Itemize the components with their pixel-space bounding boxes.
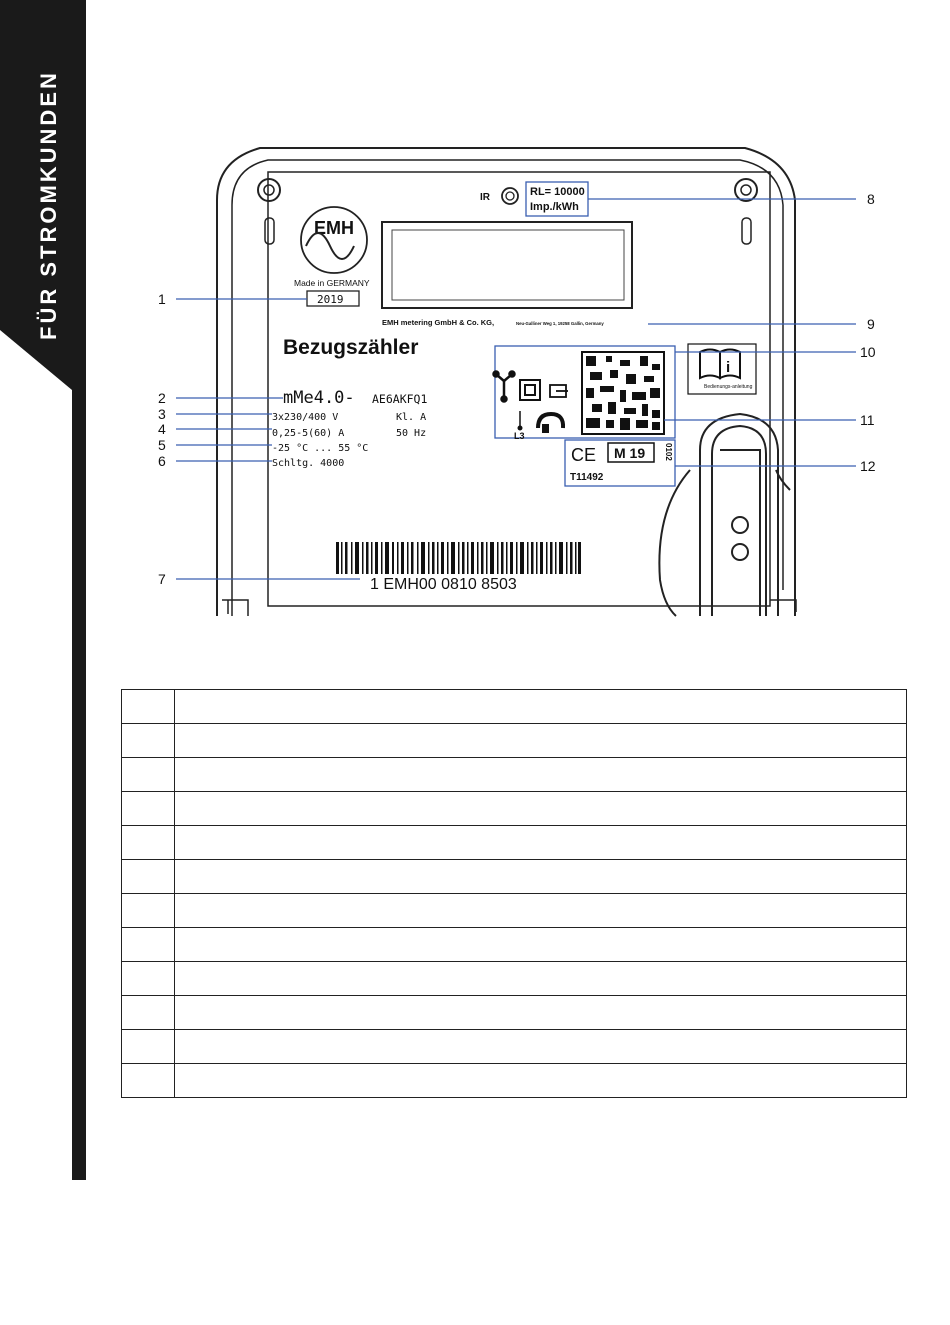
ir-label: IR [480,192,490,203]
legend-description-cell [175,758,907,792]
current: 0,25-5(60) A [272,428,345,439]
legend-row [122,996,907,1030]
callout-lines [176,199,856,579]
legend-number-cell [122,860,175,894]
right-clip [770,600,796,612]
legend-description-cell [175,894,907,928]
barcode [336,542,581,574]
metrology-mark: M 19 [614,445,646,461]
callout-2: 2 [158,390,166,406]
svg-text:EMH: EMH [314,218,354,238]
legend-description-cell [175,996,907,1030]
three-phase-icon [494,372,515,402]
qr-code-icon [582,352,664,434]
latch-screw-top-icon [732,517,748,533]
svg-text:i: i [726,359,731,376]
temperature: -25 °C ... 55 °C [272,443,369,454]
legend-number-cell [122,928,175,962]
left-clip [222,600,248,616]
legend-number-cell [122,1064,175,1098]
callout-5: 5 [158,437,166,453]
serial-number: 1 EMH00 0810 8503 [370,576,517,593]
legend-description-cell [175,962,907,996]
pulse-rate-line1: RL= 10000 [530,186,585,198]
legend-number-cell [122,1030,175,1064]
model-suffix: AE6AKFQ1 [372,392,428,406]
frequency: 50 Hz [396,428,427,439]
ce-mark: CE [571,445,597,465]
legend-number-cell [122,996,175,1030]
lcd-display [382,222,632,308]
legend-row [122,690,907,724]
callout-3: 3 [158,406,166,422]
accuracy-class: Kl. A [396,412,427,423]
switching: Schltg. 4000 [272,458,345,469]
legend-row [122,894,907,928]
double-insulation-icon [520,380,540,400]
legend-row [122,860,907,894]
legend-number-cell [122,758,175,792]
ir-port-icon [502,188,518,204]
manual-icon-label: Bedienungs-anleitung [704,384,753,390]
slot-left [265,218,274,244]
legend-row [122,826,907,860]
legend-row [122,758,907,792]
legend-description-cell [175,1064,907,1098]
callout-10: 10 [860,344,876,360]
legend-number-cell [122,792,175,826]
legend-description-cell [175,860,907,894]
legend-row [122,1064,907,1098]
callout-numbers [158,191,876,587]
legend-number-cell [122,826,175,860]
legend-row [122,792,907,826]
screw-top-right-icon [735,179,757,201]
emh-logo-icon [301,207,367,273]
side-label: FÜR STROMKUNDEN [36,70,61,340]
legend-number-cell [122,894,175,928]
legend-description-cell [175,690,907,724]
legend-number-cell [122,962,175,996]
callout-7: 7 [158,571,166,587]
legend-description-cell [175,826,907,860]
callout-9: 9 [867,316,875,332]
callout-12: 12 [860,458,876,474]
callout-8: 8 [867,191,875,207]
callout-4: 4 [158,421,166,437]
legend-number-cell [122,724,175,758]
notified-body: 0102 [664,443,673,461]
legend-row [122,928,907,962]
callout-1: 1 [158,291,166,307]
meter-title: Bezugszähler [283,336,419,359]
pulse-rate-line2: Imp./kWh [530,201,579,213]
legend-table [121,689,907,1098]
legend-row [122,1030,907,1064]
screw-top-left-icon [258,179,280,201]
legend-number-cell [122,690,175,724]
approval-number: T11492 [570,472,604,483]
phase-arrow-icon [514,411,525,441]
meter-type-icon [550,385,568,397]
slot-right [742,218,751,244]
svg-text:L3: L3 [514,431,525,441]
manufacturer-address: Neu-Galliner Weg 1, 19258 Gallin, Germany [516,321,604,326]
made-in-germany: Made in GERMANY [294,278,370,288]
legend-description-cell [175,928,907,962]
manufacturer-main: EMH metering GmbH & Co. KG, [382,318,495,327]
year: 2019 [317,293,344,306]
callout-6: 6 [158,453,166,469]
legend-description-cell [175,1030,907,1064]
legend-description-cell [175,792,907,826]
clamp-icon [538,414,563,433]
legend-row [122,724,907,758]
voltage: 3x230/400 V [272,412,339,423]
model-main: mMe4.0- [283,388,355,408]
legend-description-cell [175,724,907,758]
callout-11: 11 [860,412,875,428]
latch-screw-bottom-icon [732,544,748,560]
legend-row [122,962,907,996]
